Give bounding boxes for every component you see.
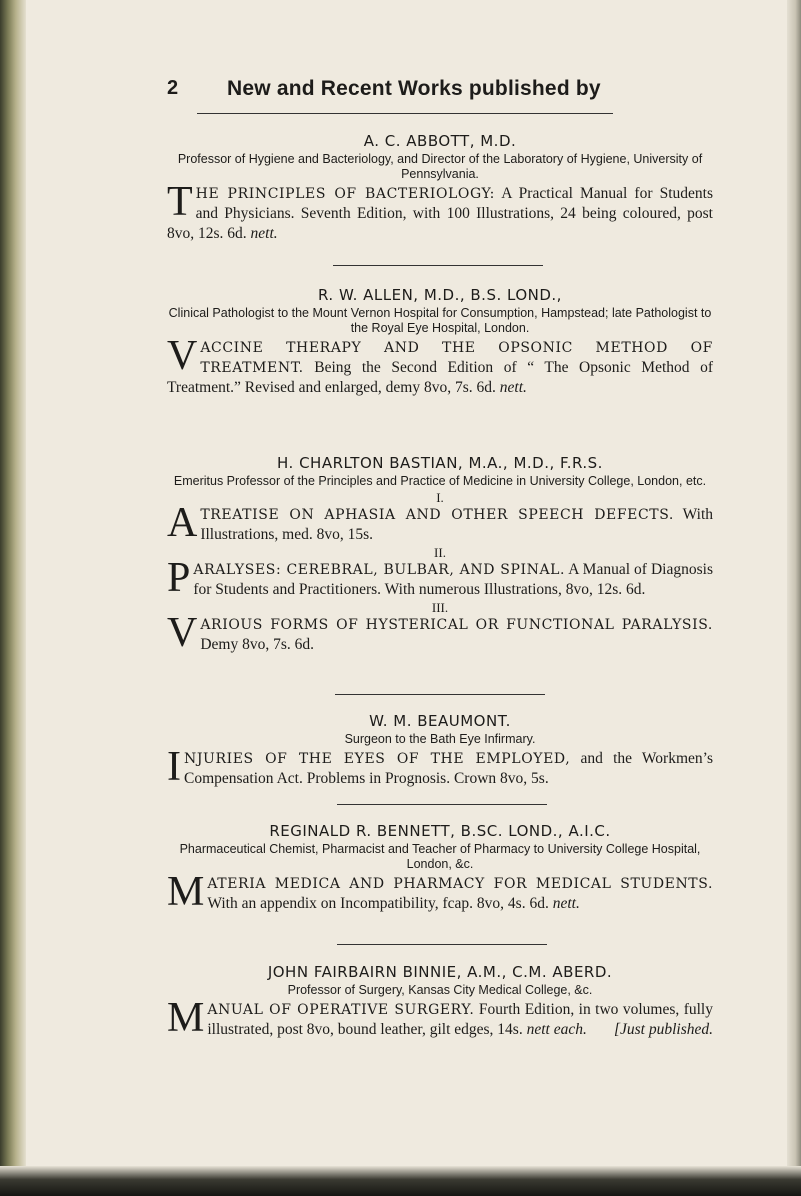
author-affiliation: Pharmaceutical Chemist, Pharmacist and Teacher of Pharmacy to University College Hospital, London, &c. xyxy=(179,842,701,871)
work-listing xyxy=(167,500,714,546)
author-affiliation: Clinical Pathologist to the Mount Vernon Hospital for Consumption, Hampstead; late Pathologist to the Royal Eye Hospital, London. xyxy=(168,306,712,335)
drop-initial: A xyxy=(167,500,198,546)
price-note: nett. xyxy=(250,225,278,242)
work-listing xyxy=(167,995,713,1041)
drop-initial: T xyxy=(167,179,193,225)
separator-rule xyxy=(335,694,545,695)
author-name: A. C. ABBOTT, M.D. xyxy=(363,132,517,150)
author-name: H. CHARLTON BASTIAN, M.A., M.D., F.R.S. xyxy=(277,454,603,472)
page-right-edge xyxy=(787,0,801,1196)
work-details: and the Workmen’s Compensation Act. Problems in Prognosis. Crown 8vo, 5s. xyxy=(184,750,713,787)
page-number: 2 xyxy=(167,77,179,99)
drop-initial: V xyxy=(167,333,198,379)
entry-allen xyxy=(167,286,713,398)
work-numeral: II. xyxy=(434,545,446,560)
drop-initial: M xyxy=(167,995,205,1041)
separator-rule xyxy=(337,944,547,945)
work-details: Fourth Edition, in two volumes, fully illustrated, post 8vo, bound leather, gilt edges, 14s. xyxy=(207,1001,713,1038)
separator-rule xyxy=(337,804,547,805)
author-affiliation: Professor of Surgery, Kansas City Medical College, &c. xyxy=(287,983,593,997)
work-title: HE PRINCIPLES OF BACTERIOLOGY: xyxy=(195,186,495,202)
work-details: With Illustrations, med. 8vo, 15s. xyxy=(200,506,714,543)
author-affiliation: Surgeon to the Bath Eye Infirmary. xyxy=(344,732,536,746)
work-listing xyxy=(167,179,714,244)
price-note: nett. xyxy=(499,379,527,396)
page-bottom-edge xyxy=(0,1166,801,1196)
author-name: REGINALD R. BENNETT, B.SC. LOND., A.I.C. xyxy=(269,822,611,840)
work-title: ARALYSES: CEREBRAL, BULBAR, AND SPINAL. xyxy=(193,562,566,578)
work-details: A Practical Manual for Students and Physicians. Seventh Edition, with 100 Illustrations, 24 being coloured, post 8vo, 12s. 6d. xyxy=(167,185,714,242)
head-rule xyxy=(197,113,613,114)
work-numeral: I. xyxy=(436,490,444,505)
author-affiliation: Emeritus Professor of the Principles and Practice of Medicine in University College, London, etc. xyxy=(173,474,707,488)
work-title: ARIOUS FORMS OF HYSTERICAL OR FUNCTIONAL PARALYSIS. xyxy=(200,617,713,633)
work-numeral: III. xyxy=(431,600,449,615)
work-details: With an appendix on Incompatibility, fcap. 8vo, 4s. 6d. xyxy=(207,895,549,912)
author-affiliation: Professor of Hygiene and Bacteriology, and Director of the Laboratory of Hygiene, University of Pennsylvania. xyxy=(177,152,703,181)
work-title: ANUAL OF OPERATIVE SURGERY. xyxy=(207,1002,475,1018)
entry-bastian xyxy=(167,454,713,655)
work-title: TREATISE ON APHASIA AND OTHER SPEECH DEFECTS. xyxy=(200,507,674,523)
author-name: R. W. ALLEN, M.D., B.S. LOND., xyxy=(318,286,562,304)
publication-status: [Just published. xyxy=(613,1021,713,1038)
work-listing xyxy=(167,869,713,915)
work-listing xyxy=(167,610,713,656)
work-listing xyxy=(167,555,713,601)
drop-initial: I xyxy=(167,744,181,790)
entry-beaumont xyxy=(167,712,713,789)
work-details: A Manual of Diagnosis for Students and Practitioners. With numerous Illustrations, 8vo, 12s. 6d. xyxy=(193,561,713,598)
book-binding-left-edge xyxy=(0,0,26,1196)
drop-initial: V xyxy=(167,610,198,656)
price-note: nett. xyxy=(552,895,580,912)
running-head xyxy=(167,77,713,107)
work-title: ACCINE THERAPY AND THE OPSONIC METHOD OF TREATMENT. xyxy=(200,340,713,376)
entry-abbott xyxy=(167,132,713,244)
entry-binnie xyxy=(167,963,713,1040)
separator-rule xyxy=(333,265,543,266)
work-title: ATERIA MEDICA AND PHARMACY FOR MEDICAL STUDENTS. xyxy=(207,876,713,892)
drop-initial: P xyxy=(167,555,191,601)
work-listing xyxy=(167,333,713,398)
work-details: Being the Second Edition of “ The Opsonic Method of Treatment.” Revised and enlarged, demy 8vo, 7s. 6d. xyxy=(167,359,713,396)
work-title: NJURIES OF THE EYES OF THE EMPLOYED, xyxy=(184,751,571,767)
entry-bennett xyxy=(167,822,713,914)
author-name: JOHN FAIRBAIRN BINNIE, A.M., C.M. ABERD. xyxy=(267,963,613,981)
work-listing xyxy=(167,744,713,790)
author-name: W. M. BEAUMONT. xyxy=(369,712,511,730)
work-details: Demy 8vo, 7s. 6d. xyxy=(200,636,315,653)
running-title: New and Recent Works published by xyxy=(227,77,601,100)
drop-initial: M xyxy=(167,869,205,915)
price-note: nett each. xyxy=(526,1021,587,1038)
